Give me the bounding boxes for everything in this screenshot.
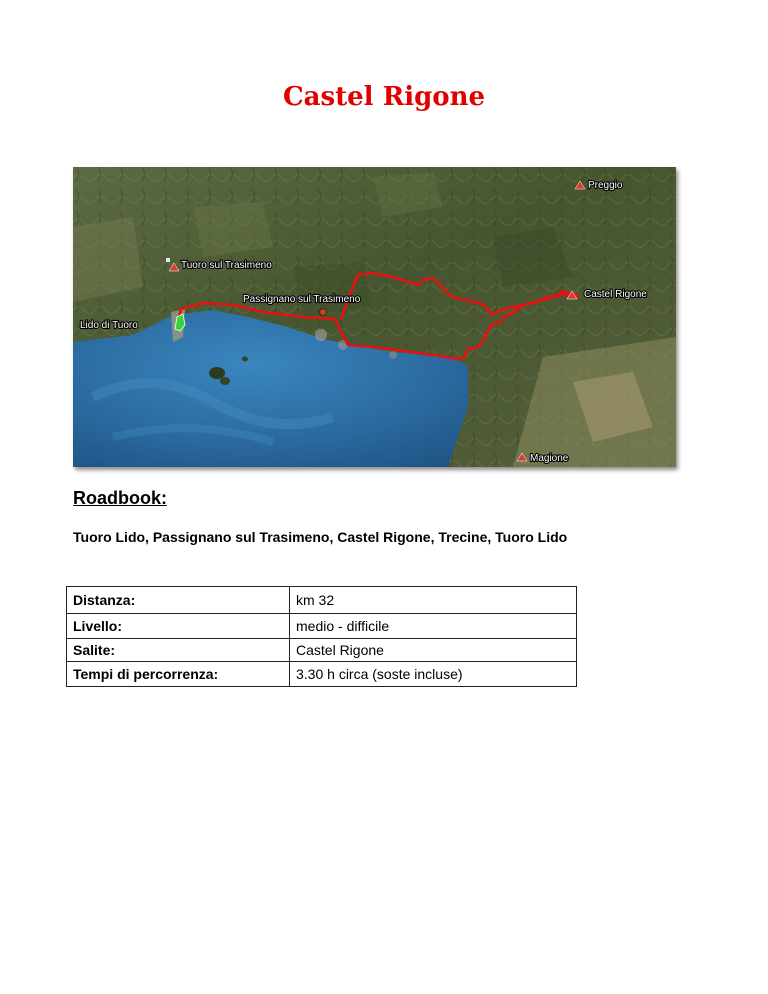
building-icon <box>166 258 170 262</box>
row-value: 3.30 h circa (soste incluse) <box>290 662 577 687</box>
satellite-map-image <box>73 167 676 467</box>
table-row <box>67 614 577 639</box>
route-info-table <box>66 586 577 687</box>
route-description: Tuoro Lido, Passignano sul Trasimeno, Castel Rigone, Trecine, Tuoro Lido <box>73 529 568 545</box>
row-value: km 32 <box>290 587 577 614</box>
label-magione: Magione <box>530 453 569 464</box>
row-label: Livello: <box>67 614 290 639</box>
row-value: medio - difficile <box>290 614 577 639</box>
label-preggio: Preggio <box>588 180 623 191</box>
label-lido-di-tuoro: Lido di Tuoro <box>80 320 138 331</box>
roadbook-heading: Roadbook: <box>73 488 167 508</box>
label-castel-rigone: Castel Rigone <box>584 289 647 300</box>
row-label: Salite: <box>67 639 290 662</box>
page-title: Castel Rigone <box>282 82 486 112</box>
table-row <box>67 639 577 662</box>
label-passignano: Passignano sul Trasimeno <box>243 294 361 305</box>
row-label: Tempi di percorrenza: <box>67 662 290 687</box>
table-row <box>67 662 577 687</box>
row-label: Distanza: <box>67 587 290 614</box>
table-row <box>67 587 577 614</box>
row-value: Castel Rigone <box>290 639 577 662</box>
route-map <box>73 167 676 467</box>
label-tuoro: Tuoro sul Trasimeno <box>181 260 272 271</box>
passignano-pin-icon <box>320 309 327 316</box>
